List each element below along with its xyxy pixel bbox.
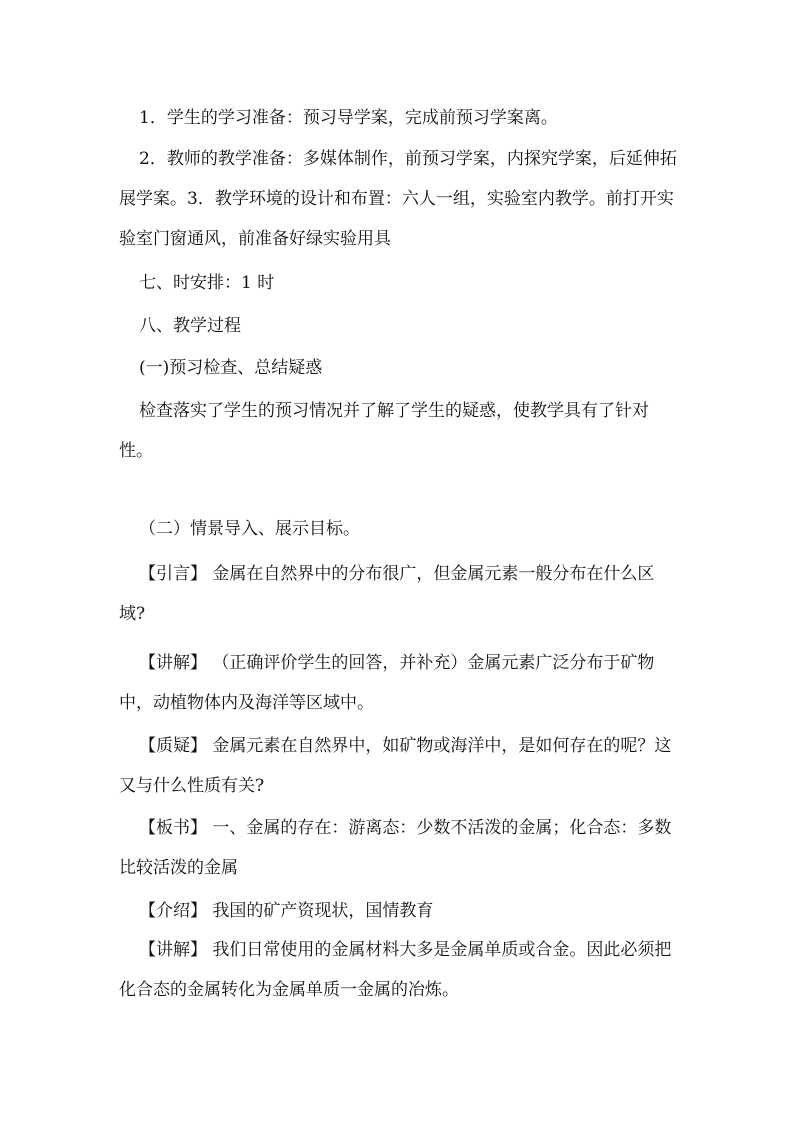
paragraph-tag: 【介绍】 (139, 901, 207, 921)
heading-text: 八、教学过程 (139, 316, 241, 336)
heading-section-1 (119, 348, 679, 388)
heading-text: （二）情景导入、展示目标。 (139, 519, 360, 539)
paragraph-explain-1 (119, 643, 679, 723)
paragraph-tag: 【讲解】 (139, 653, 207, 673)
heading-teaching-process (119, 306, 679, 346)
paragraph-section-1-body (119, 391, 679, 471)
paragraph-schedule (119, 263, 679, 303)
paragraph-text: 一、金属的存在：游离态：少数不活泼的金属；化合态：多数比较活泼的金属 (119, 818, 672, 878)
heading-text: (一)预习检查、总结疑惑 (139, 358, 323, 378)
paragraph-text: 检查落实了学生的预习情况并了解了学生的疑惑，使教学具有了针对性。 (119, 401, 649, 461)
paragraph-text: 1．学生的学习准备：预习导学案，完成前预习学案离。 (139, 108, 558, 128)
paragraph-question (119, 726, 679, 806)
paragraph-text: 2．教师的教学准备：多媒体制作，前预习学案，内探究学案，后延伸拓展学案。3．教学环境的设计和布置：六人一组，实验室内教学。前打开实验室门窗通风，前准备好绿实验用具 (119, 149, 677, 249)
paragraph-student-prep (119, 98, 679, 138)
paragraph-text: 金属元素在自然界中，如矿物或海洋中，是如何存在的呢？这又与什么性质有关? (119, 736, 672, 796)
paragraph-teacher-prep (119, 139, 679, 259)
paragraph-board (119, 808, 679, 888)
paragraph-text: 我国的矿产资现状，国情教育 (212, 901, 434, 921)
paragraph-tag: 【板书】 (139, 818, 207, 838)
paragraph-explain-2 (119, 930, 679, 1010)
paragraph-text: （正确评价学生的回答，并补充）金属元素广泛分布于矿物中，动植物体内及海洋等区域中。 (119, 653, 655, 713)
paragraph-text: 我们日常使用的金属材料大多是金属单质或合金。因此必须把化合态的金属转化为金属单质一金属的冶炼。 (119, 940, 672, 1000)
heading-section-2 (119, 509, 679, 549)
paragraph-introduce (119, 891, 679, 931)
paragraph-tag: 【质疑】 (139, 736, 207, 756)
paragraph-tag: 【讲解】 (139, 940, 207, 960)
paragraph-tag: 【引言】 (139, 564, 207, 584)
paragraph-text: 金属在自然界中的分布很广，但金属元素一般分布在什么区域? (119, 564, 655, 624)
paragraph-intro (119, 554, 679, 634)
paragraph-text: 七、时安排：1 时 (139, 273, 275, 293)
